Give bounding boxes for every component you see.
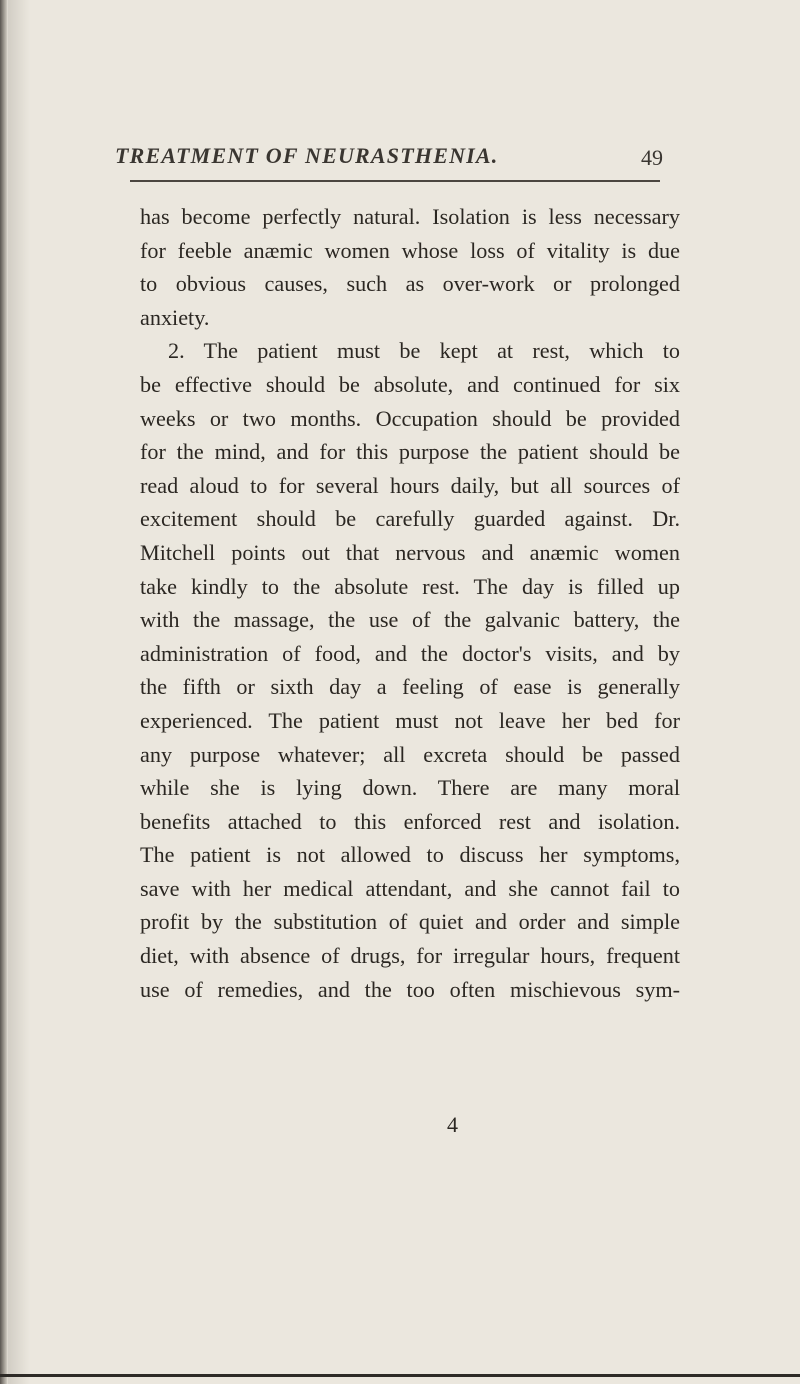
text-line: be effective should be absolute, and continued for six (140, 371, 680, 397)
text-line: anxiety. (140, 304, 210, 330)
text-line: diet, with absence of drugs, for irregular hours, frequent (140, 943, 680, 969)
text-line: read aloud to for several hours daily, but all sources of (140, 472, 680, 498)
text-line: The patient is not allowed to discuss her symptoms, (140, 842, 680, 868)
text-line: to obvious causes, such as over-work or prolonged (140, 271, 680, 297)
text-line: for feeble anæmic women whose loss of vitality is due (140, 237, 680, 263)
page-bottom-edge (0, 1374, 800, 1377)
text-line: take kindly to the absolute rest. The day is filled up (140, 573, 680, 599)
text-line: with the massage, the use of the galvanic battery, the (140, 607, 680, 633)
text-line: while she is lying down. There are many moral (140, 775, 680, 801)
text-line: benefits attached to this enforced rest and isolation. (140, 808, 680, 834)
text-line: weeks or two months. Occupation should be provided (140, 405, 680, 431)
text-line: for the mind, and for this purpose the patient should be (140, 439, 680, 465)
body-text (140, 200, 680, 1006)
header-rule (130, 180, 660, 182)
page-number: 49 (641, 145, 663, 170)
text-line: Mitchell points out that nervous and anæmic women (140, 539, 680, 565)
text-line: administration of food, and the doctor's visits, and by (140, 640, 680, 666)
text-line: 2. The patient must be kept at rest, which to (168, 338, 680, 364)
page-gutter (0, 0, 8, 1384)
text-line: experienced. The patient must not leave her bed for (140, 707, 680, 733)
text-line: the fifth or sixth day a feeling of ease is generally (140, 674, 680, 700)
text-line: has become perfectly natural. Isolation is less necessary (140, 204, 680, 229)
text-line: use of remedies, and the too often mischievous sym- (140, 976, 680, 1002)
text-line: profit by the substitution of quiet and order and simple (140, 909, 680, 935)
text-line: save with her medical attendant, and she cannot fail to (140, 875, 680, 901)
running-head: TREATMENT OF NEURASTHENIA. (115, 143, 499, 168)
text-line: excitement should be carefully guarded against. Dr. (140, 506, 680, 532)
text-line: any purpose whatever; all excreta should be passed (140, 741, 680, 767)
page-header (115, 143, 663, 183)
spine-shadow (8, 0, 30, 1384)
signature-mark: 4 (447, 1112, 458, 1137)
